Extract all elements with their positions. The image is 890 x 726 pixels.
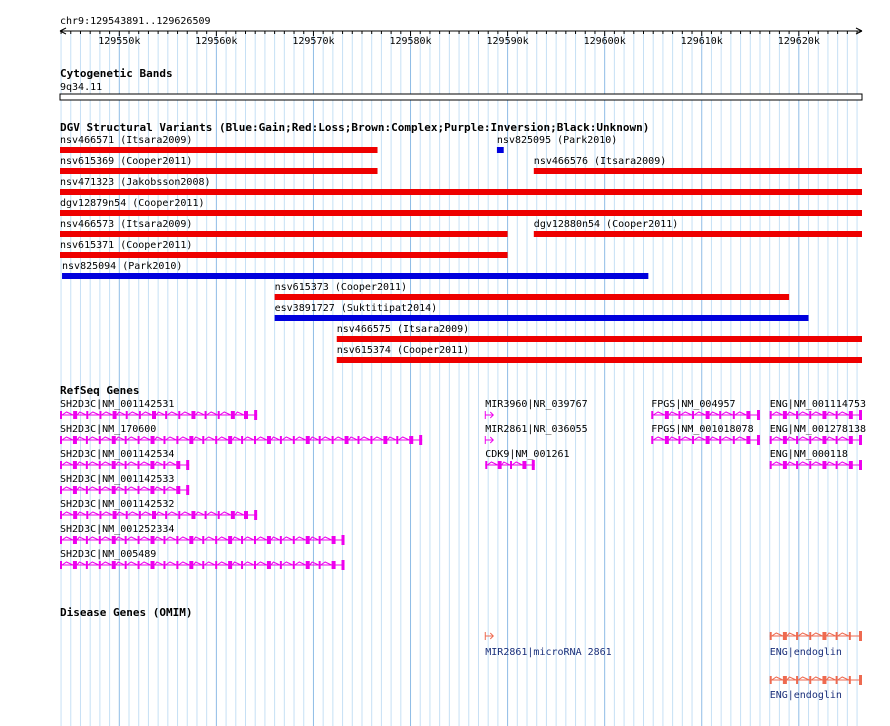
gene-exon bbox=[163, 561, 165, 569]
gene-exon bbox=[99, 486, 101, 494]
dgv-feature[interactable] bbox=[534, 156, 862, 174]
refseq-gene[interactable] bbox=[651, 399, 760, 420]
dgv-feature-label: nsv615371 (Cooper2011) bbox=[60, 240, 193, 251]
gene-exon bbox=[218, 511, 220, 519]
gene-exon bbox=[205, 511, 207, 519]
refseq-gene[interactable] bbox=[60, 524, 345, 545]
dgv-feature-bar bbox=[275, 294, 789, 300]
gene-exon bbox=[125, 436, 127, 444]
dgv-feature-bar bbox=[337, 357, 862, 363]
gene-end-exon bbox=[757, 410, 760, 420]
gene-exon bbox=[113, 511, 117, 519]
gene-exon bbox=[822, 632, 826, 640]
gene-exon bbox=[280, 436, 282, 444]
gene-exon bbox=[189, 561, 193, 569]
gene-exon bbox=[783, 411, 787, 419]
dgv-feature-label: esv3891727 (Suktitipat2014) bbox=[274, 303, 438, 314]
gene-exon bbox=[796, 632, 798, 640]
gene-exon bbox=[809, 632, 811, 640]
ruler-tick-label: 129550k bbox=[98, 36, 141, 47]
gene-exon bbox=[228, 536, 232, 544]
refseq-gene-label: FPGS|NM_004957 bbox=[651, 399, 736, 410]
gene-exon bbox=[849, 632, 851, 640]
refseq-gene-label: ENG|NM_001114753 bbox=[769, 399, 867, 410]
refseq-gene-label: SH2D3C|NM_001142533 bbox=[60, 474, 175, 485]
gene-end-exon bbox=[757, 435, 760, 445]
refseq-gene-label: SH2D3C|NM_001142532 bbox=[60, 499, 175, 510]
omim-feature-label: MIR2861|microRNA 2861 bbox=[485, 647, 612, 658]
gene-exon bbox=[176, 561, 178, 569]
ruler-tick-label: 129590k bbox=[486, 36, 529, 47]
omim-track[interactable] bbox=[60, 606, 862, 701]
gene-exon bbox=[770, 436, 772, 444]
dgv-track-title: DGV Structural Variants (Blue:Gain;Red:Loss;Brown:Complex;Purple:Inversion;Black:Unknown) bbox=[60, 121, 650, 134]
gene-exon bbox=[151, 536, 155, 544]
gene-exon bbox=[783, 676, 787, 684]
gene-end-exon bbox=[859, 675, 862, 685]
gene-exon bbox=[202, 536, 204, 544]
ruler-tick-label: 129580k bbox=[389, 36, 432, 47]
dgv-feature-bar bbox=[60, 168, 378, 174]
cytoband-track[interactable] bbox=[60, 67, 862, 100]
gene-exon bbox=[73, 561, 77, 569]
gene-exon bbox=[332, 436, 334, 444]
gene-exon bbox=[191, 411, 195, 419]
gene-exon bbox=[665, 411, 669, 419]
gene-exon bbox=[319, 561, 321, 569]
dgv-feature-label: nsv466576 (Itsara2009) bbox=[533, 156, 667, 167]
gene-exon bbox=[280, 561, 282, 569]
gene-exon bbox=[254, 561, 256, 569]
gene-end-exon bbox=[532, 460, 535, 470]
gene-exon bbox=[836, 436, 838, 444]
refseq-track-title: RefSeq Genes bbox=[60, 384, 140, 397]
omim-feature[interactable] bbox=[770, 675, 862, 701]
gene-exon bbox=[733, 436, 735, 444]
strand-arrow-icon bbox=[485, 437, 493, 443]
gene-exon bbox=[293, 536, 295, 544]
dgv-feature-bar bbox=[60, 252, 508, 258]
gene-exon bbox=[152, 411, 156, 419]
gene-exon bbox=[99, 436, 101, 444]
strand-arrow-icon bbox=[485, 633, 493, 639]
gene-exon bbox=[112, 436, 116, 444]
dgv-feature-label: nsv825095 (Park2010) bbox=[496, 135, 618, 146]
gene-exon bbox=[178, 511, 180, 519]
refseq-gene-label: SH2D3C|NM_001142531 bbox=[60, 399, 175, 410]
gene-exon bbox=[125, 486, 127, 494]
gene-exon bbox=[719, 436, 721, 444]
gene-exon bbox=[151, 561, 155, 569]
dgv-feature-bar bbox=[60, 147, 378, 153]
gene-exon bbox=[112, 486, 116, 494]
gene-exon bbox=[228, 561, 232, 569]
dgv-feature[interactable] bbox=[60, 240, 508, 258]
gene-exon bbox=[73, 511, 77, 519]
gene-exon bbox=[228, 436, 232, 444]
gene-end-exon bbox=[859, 631, 862, 641]
dgv-feature[interactable] bbox=[60, 156, 378, 174]
gene-exon bbox=[86, 411, 88, 419]
gene-exon bbox=[191, 511, 195, 519]
gene-exon bbox=[163, 486, 165, 494]
gene-exon bbox=[319, 536, 321, 544]
gene-exon bbox=[86, 436, 88, 444]
gene-exon bbox=[138, 461, 140, 469]
gene-exon bbox=[849, 436, 853, 444]
refseq-gene-label: MIR2861|NR_036055 bbox=[485, 424, 588, 435]
dgv-feature-label: nsv825094 (Park2010) bbox=[62, 261, 183, 272]
gene-exon bbox=[849, 461, 853, 469]
dgv-feature-bar bbox=[60, 189, 862, 195]
gene-exon bbox=[822, 411, 826, 419]
refseq-gene[interactable] bbox=[651, 424, 760, 445]
gene-exon bbox=[345, 436, 349, 444]
gene-exon bbox=[241, 561, 243, 569]
gene-exon bbox=[254, 536, 256, 544]
gene-exon bbox=[113, 411, 117, 419]
gene-exon bbox=[293, 561, 295, 569]
gene-exon bbox=[189, 536, 193, 544]
dgv-feature[interactable] bbox=[60, 198, 862, 216]
gene-exon bbox=[125, 536, 127, 544]
gene-end-exon bbox=[859, 435, 862, 445]
omim-feature-label: ENG|endoglin bbox=[769, 647, 842, 658]
gene-exon bbox=[370, 436, 372, 444]
gene-exon bbox=[138, 486, 140, 494]
gene-exon bbox=[125, 561, 127, 569]
dgv-feature[interactable] bbox=[60, 135, 378, 153]
gene-exon bbox=[202, 561, 204, 569]
gene-exon bbox=[254, 436, 256, 444]
gene-exon bbox=[306, 436, 310, 444]
gene-exon bbox=[231, 511, 235, 519]
dgv-feature-label: nsv466575 (Itsara2009) bbox=[336, 324, 470, 335]
gene-exon bbox=[99, 561, 101, 569]
gene-exon bbox=[746, 436, 750, 444]
gene-exon bbox=[202, 436, 204, 444]
gene-exon bbox=[241, 436, 243, 444]
gene-exon bbox=[150, 486, 154, 494]
gene-exon bbox=[241, 536, 243, 544]
gene-end-exon bbox=[342, 535, 345, 545]
gene-exon bbox=[215, 561, 217, 569]
gene-end-exon bbox=[342, 560, 345, 570]
gene-exon bbox=[112, 561, 116, 569]
gene-exon bbox=[692, 411, 694, 419]
gene-exon bbox=[706, 411, 710, 419]
gene-exon bbox=[498, 461, 502, 469]
refseq-gene[interactable] bbox=[60, 549, 345, 570]
gene-exon bbox=[706, 436, 710, 444]
gene-exon bbox=[218, 411, 220, 419]
gene-exon bbox=[733, 411, 735, 419]
dgv-feature-label: nsv466573 (Itsara2009) bbox=[60, 219, 193, 230]
gene-exon bbox=[796, 461, 798, 469]
gene-exon bbox=[244, 411, 248, 419]
gene-exon bbox=[809, 411, 811, 419]
gene-exon bbox=[783, 632, 787, 640]
refseq-gene-label: SH2D3C|NM_001252334 bbox=[60, 524, 175, 535]
gene-exon bbox=[783, 461, 787, 469]
gene-end-exon bbox=[254, 510, 257, 520]
dgv-feature-label: nsv615374 (Cooper2011) bbox=[336, 345, 470, 356]
gene-exon bbox=[692, 436, 694, 444]
dgv-feature[interactable] bbox=[62, 261, 648, 279]
ruler-tick-label: 129560k bbox=[195, 36, 238, 47]
gene-exon bbox=[99, 511, 101, 519]
gene-exon bbox=[822, 461, 826, 469]
refseq-gene-label: SH2D3C|NM_001142534 bbox=[60, 449, 175, 460]
gene-end-exon bbox=[419, 435, 422, 445]
gene-exon bbox=[99, 536, 101, 544]
dgv-feature-label: nsv615373 (Cooper2011) bbox=[274, 282, 408, 293]
gene-exon bbox=[60, 461, 62, 469]
gene-exon bbox=[139, 511, 141, 519]
gene-exon bbox=[125, 461, 127, 469]
gene-exon bbox=[267, 561, 271, 569]
gene-exon bbox=[809, 461, 811, 469]
gene-exon bbox=[849, 676, 851, 684]
refseq-gene-label: ENG|NM_001278138 bbox=[769, 424, 867, 435]
gene-exon bbox=[836, 632, 838, 640]
gene-exon bbox=[809, 676, 811, 684]
gene-exon bbox=[150, 461, 154, 469]
dgv-feature[interactable] bbox=[275, 303, 809, 321]
gene-exon bbox=[267, 436, 271, 444]
refseq-gene[interactable] bbox=[60, 474, 189, 495]
gene-exon bbox=[176, 536, 178, 544]
gene-exon bbox=[176, 461, 180, 469]
ruler[interactable] bbox=[60, 16, 862, 47]
gene-exon bbox=[306, 561, 310, 569]
dgv-feature-label: nsv471323 (Jakobsson2008) bbox=[60, 177, 211, 188]
ruler-tick-label: 129620k bbox=[777, 36, 820, 47]
gene-exon bbox=[267, 536, 271, 544]
dgv-feature[interactable] bbox=[497, 135, 617, 153]
gene-exon bbox=[522, 461, 526, 469]
gene-exon bbox=[112, 461, 116, 469]
dgv-track[interactable] bbox=[60, 121, 862, 363]
gene-exon bbox=[770, 676, 772, 684]
gene-exon bbox=[770, 411, 772, 419]
ruler-tick-label: 129600k bbox=[583, 36, 626, 47]
gene-exon bbox=[319, 436, 321, 444]
refseq-gene-label: SH2D3C|NM_005489 bbox=[60, 549, 157, 560]
dgv-feature-label: dgv12880n54 (Cooper2011) bbox=[533, 219, 679, 230]
gene-exon bbox=[822, 676, 826, 684]
gene-exon bbox=[163, 436, 165, 444]
gene-exon bbox=[215, 436, 217, 444]
omim-feature-label: ENG|endoglin bbox=[769, 690, 842, 701]
gene-exon bbox=[678, 411, 680, 419]
gene-exon bbox=[178, 411, 180, 419]
ruler-tick-label: 129570k bbox=[292, 36, 335, 47]
omim-track-title: Disease Genes (OMIM) bbox=[60, 606, 193, 619]
gene-exon bbox=[306, 536, 310, 544]
dgv-feature-bar bbox=[275, 315, 809, 321]
gene-exon bbox=[152, 511, 156, 519]
dgv-feature-bar bbox=[534, 231, 862, 237]
gene-exon bbox=[651, 411, 653, 419]
gene-exon bbox=[151, 436, 155, 444]
refseq-track[interactable] bbox=[60, 384, 866, 570]
dgv-feature[interactable] bbox=[60, 219, 508, 237]
gene-exon bbox=[836, 411, 838, 419]
refseq-gene-label: ENG|NM_000118 bbox=[769, 449, 848, 460]
gene-exon bbox=[73, 436, 77, 444]
refseq-gene[interactable] bbox=[770, 449, 862, 470]
gene-exon bbox=[809, 436, 811, 444]
gene-exon bbox=[357, 436, 359, 444]
gene-exon bbox=[796, 411, 798, 419]
gene-exon bbox=[138, 436, 140, 444]
gene-exon bbox=[189, 436, 193, 444]
cytoband-bar bbox=[60, 94, 862, 100]
gene-exon bbox=[73, 536, 77, 544]
dgv-feature-label: nsv466571 (Itsara2009) bbox=[60, 135, 193, 146]
refseq-gene-label: SH2D3C|NM_170600 bbox=[60, 424, 157, 435]
gene-exon bbox=[86, 461, 88, 469]
gene-exon bbox=[60, 486, 62, 494]
dgv-feature-bar bbox=[497, 147, 504, 153]
ruler-tick-label: 129610k bbox=[680, 36, 723, 47]
gene-exon bbox=[332, 536, 336, 544]
gene-end-exon bbox=[859, 460, 862, 470]
refseq-gene[interactable] bbox=[60, 424, 422, 445]
refseq-gene[interactable] bbox=[60, 449, 189, 470]
gene-exon bbox=[163, 461, 165, 469]
gene-exon bbox=[165, 411, 167, 419]
gene-exon bbox=[770, 461, 772, 469]
omim-feature[interactable] bbox=[770, 631, 862, 658]
gene-exon bbox=[60, 536, 62, 544]
dgv-feature-bar bbox=[337, 336, 862, 342]
gene-exon bbox=[383, 436, 387, 444]
gene-exon bbox=[60, 511, 62, 519]
gene-exon bbox=[849, 411, 853, 419]
dgv-feature-label: nsv615369 (Cooper2011) bbox=[60, 156, 193, 167]
gene-exon bbox=[99, 461, 101, 469]
omim-feature[interactable] bbox=[485, 632, 611, 658]
region-label: chr9:129543891..129626509 bbox=[60, 16, 211, 27]
gene-end-exon bbox=[859, 410, 862, 420]
gene-exon bbox=[99, 411, 101, 419]
dgv-feature[interactable] bbox=[534, 219, 862, 237]
gene-exon bbox=[60, 561, 62, 569]
gene-end-exon bbox=[186, 485, 189, 495]
cytoband-track-title: Cytogenetic Bands bbox=[60, 67, 173, 80]
gene-exon bbox=[770, 632, 772, 640]
gene-exon bbox=[176, 486, 180, 494]
gene-exon bbox=[332, 561, 336, 569]
gene-exon bbox=[244, 511, 248, 519]
gene-exon bbox=[73, 486, 77, 494]
gene-exon bbox=[163, 536, 165, 544]
gene-exon bbox=[665, 436, 669, 444]
gene-exon bbox=[822, 436, 826, 444]
gene-exon bbox=[651, 436, 653, 444]
gene-exon bbox=[176, 436, 178, 444]
gene-exon bbox=[86, 486, 88, 494]
gene-exon bbox=[73, 461, 77, 469]
gene-exon bbox=[138, 536, 140, 544]
refseq-gene-label: CDK9|NM_001261 bbox=[485, 449, 570, 460]
gene-exon bbox=[293, 436, 295, 444]
gene-exon bbox=[836, 676, 838, 684]
gene-exon bbox=[231, 411, 235, 419]
gene-exon bbox=[485, 461, 487, 469]
gene-exon bbox=[796, 676, 798, 684]
gene-exon bbox=[126, 511, 128, 519]
gene-exon bbox=[126, 411, 128, 419]
gene-exon bbox=[746, 411, 750, 419]
refseq-gene-label: MIR3960|NR_039767 bbox=[485, 399, 588, 410]
dgv-feature[interactable] bbox=[337, 324, 862, 342]
gene-exon bbox=[510, 461, 512, 469]
gene-exon bbox=[165, 511, 167, 519]
gene-end-exon bbox=[186, 460, 189, 470]
gene-exon bbox=[138, 561, 140, 569]
dgv-feature[interactable] bbox=[337, 345, 862, 363]
refseq-gene-label: FPGS|NM_001018078 bbox=[651, 424, 754, 435]
gene-exon bbox=[836, 461, 838, 469]
gene-end-exon bbox=[254, 410, 257, 420]
gene-exon bbox=[86, 511, 88, 519]
strand-arrow-icon bbox=[485, 412, 493, 418]
gene-exon bbox=[60, 436, 62, 444]
gene-exon bbox=[112, 536, 116, 544]
dgv-feature[interactable] bbox=[60, 177, 862, 195]
gene-exon bbox=[139, 411, 141, 419]
gene-exon bbox=[783, 436, 787, 444]
dgv-feature-bar bbox=[60, 231, 508, 237]
gene-exon bbox=[396, 436, 398, 444]
gene-exon bbox=[215, 536, 217, 544]
gene-exon bbox=[678, 436, 680, 444]
dgv-feature-bar bbox=[534, 168, 862, 174]
gene-exon bbox=[73, 411, 77, 419]
gene-exon bbox=[280, 536, 282, 544]
gene-exon bbox=[60, 411, 62, 419]
gene-exon bbox=[796, 436, 798, 444]
gene-exon bbox=[86, 561, 88, 569]
dgv-feature-bar bbox=[62, 273, 648, 279]
dgv-feature-bar bbox=[60, 210, 862, 216]
gene-exon bbox=[205, 411, 207, 419]
gene-exon bbox=[409, 436, 413, 444]
gene-exon bbox=[719, 411, 721, 419]
cytoband-label: 9q34.11 bbox=[60, 82, 103, 93]
dgv-feature-label: dgv12879n54 (Cooper2011) bbox=[60, 198, 205, 209]
gene-exon bbox=[86, 536, 88, 544]
